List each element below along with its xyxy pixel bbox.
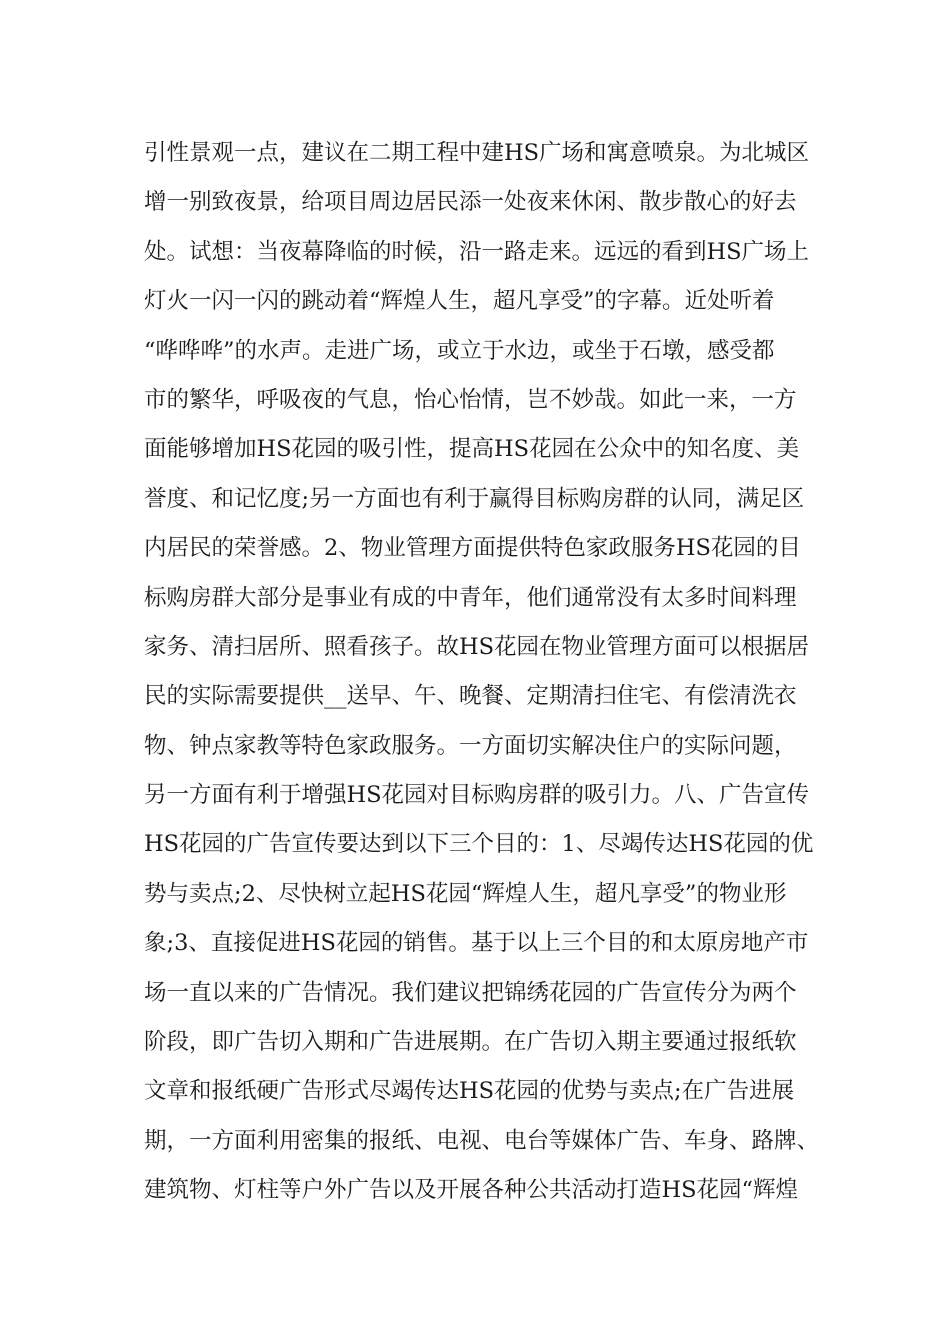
text-line: 灯火一闪一闪的跳动着“辉煌人生，超凡享受”的字幕。近处听着 xyxy=(144,288,775,315)
text-line: 增一别致夜景，给项目周边居民添一处夜来休闲、散步散心的好去 xyxy=(144,189,797,216)
text-line: 誉度、和记忆度;另一方面也有利于赢得目标购房群的认同，满足区 xyxy=(144,485,805,512)
text-line: 物、钟点家教等特色家政服务。一方面切实解决住户的实际问题， xyxy=(144,732,797,759)
text-line: 家务、清扫居所、照看孩子。故HS花园在物业管理方面可以根据居 xyxy=(144,633,810,660)
text-line: 内居民的荣誉感。2、物业管理方面提供特色家政服务HS花园的目 xyxy=(144,535,801,562)
text-line: 市的繁华，呼吸夜的气息，怡心怡情，岂不妙哉。如此一来，一方 xyxy=(144,386,797,413)
text-line: 处。试想：当夜幕降临的时候，沿一路走来。远远的看到HS广场上 xyxy=(144,238,810,265)
text-line: “哗哗哗”的水声。走进广场，或立于水边，或坐于石墩，感受都 xyxy=(144,337,775,364)
text-line: 引性景观一点，建议在二期工程中建HS广场和寓意喷泉。为北城区 xyxy=(144,140,810,166)
text-line: 场一直以来的广告情况。我们建议把锦绣花园的广告宣传分为两个 xyxy=(144,979,797,1006)
body-text xyxy=(144,129,834,1216)
text-line: 民的实际需要提供__送早、午、晚餐、定期清扫住宅、有偿清洗衣 xyxy=(144,683,797,710)
text-line: 建筑物、灯柱等户外广告以及开展各种公共活动打造HS花园“辉煌 xyxy=(144,1177,799,1204)
text-line: 文章和报纸硬广告形式尽竭传达HS花园的优势与卖点;在广告进展 xyxy=(144,1078,795,1105)
text-line: 期，一方面利用密集的报纸、电视、电台等媒体广告、车身、路牌、 xyxy=(144,1127,820,1154)
text-line: 势与卖点;2、尽快树立起HS花园“辉煌人生，超凡享受”的物业形 xyxy=(144,880,787,907)
text-line: 另一方面有利于增强HS花园对目标购房群的吸引力。八、广告宣传 xyxy=(144,782,810,809)
text-line: 象;3、直接促进HS花园的销售。基于以上三个目的和太原房地产市 xyxy=(144,930,809,957)
text-line: HS花园的广告宣传要达到以下三个目的：1、尽竭传达HS花园的优 xyxy=(144,831,814,858)
text-line: 阶段，即广告切入期和广告进展期。在广告切入期主要通过报纸软 xyxy=(144,1029,797,1056)
text-line: 面能够增加HS花园的吸引性，提高HS花园在公众中的知名度、美 xyxy=(144,436,800,463)
text-line: 标购房群大部分是事业有成的中青年，他们通常没有太多时间料理 xyxy=(144,584,797,611)
